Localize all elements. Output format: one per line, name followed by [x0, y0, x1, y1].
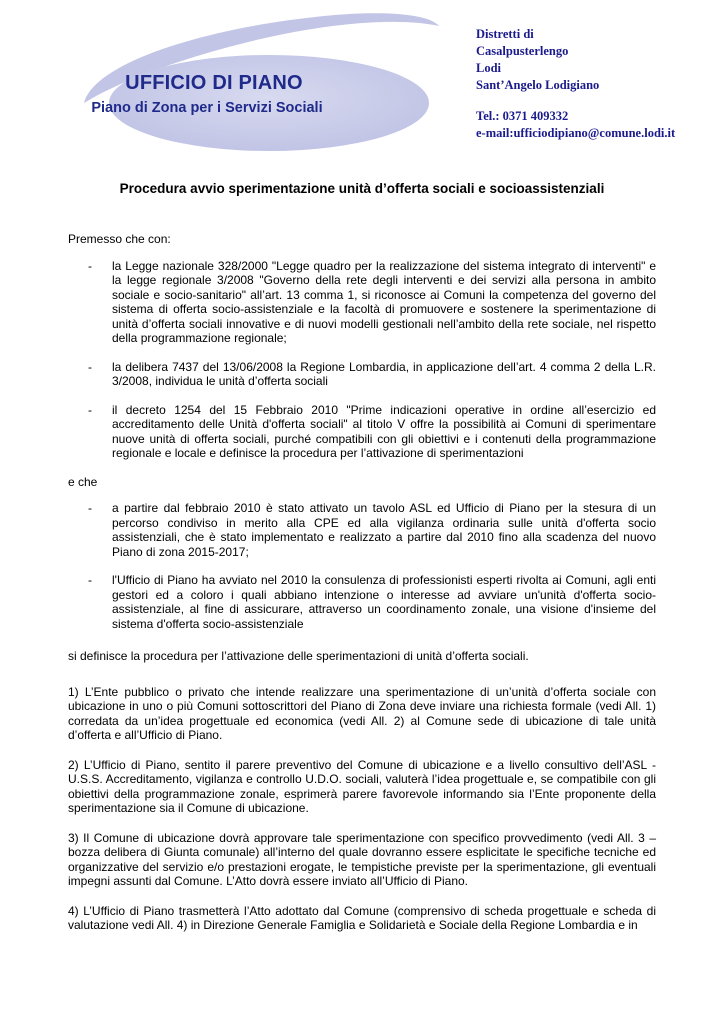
dash-bullet: -: [88, 501, 92, 515]
dash-bullet: -: [88, 258, 92, 273]
premises-list: [68, 259, 656, 461]
list-item: [68, 259, 656, 346]
logo-title: UFFICIO DI PIANO: [125, 72, 303, 94]
premise-text: l'Ufficio di Piano ha avviato nel 2010 la consulenza di professionisti esperti rivolta ai Comuni, agli enti gestori ed a coloro i quali abbiano intenzione o interesse ad avviare un'unità d'offerta socio-assistenziale, al fine di assicurare, attraverso un coordinamento zonale, una visione d'insieme del sistema d'offerta socio-assistenziale: [112, 573, 656, 631]
contact-line: Casalpusterlengo: [476, 44, 569, 58]
contact-phone: Tel.: 0371 409332: [476, 109, 569, 123]
conclusion-text: si definisce la procedura per l’attivazione delle sperimentazioni di unità d’offerta sociali.: [68, 649, 529, 663]
premise-text: la Legge nazionale 328/2000 "Legge quadro per la realizzazione del sistema integrato di interventi" e la legge regionale 3/2008 "Governo della rete degli interventi e dei servizi alla persona in ambito sociale e socio-sanitario" all’art. 13 comma 1, si riconosce ai Comuni la competenza del governo del sistema di offerta socio-assistenziale e la facoltà di promuovere e sostenere la sperimentazione di unità d’offerta sociali innovative e di nuovi modelli gestionali nell’ambito della rete sociale, nel rispetto della programmazione regionale;: [112, 258, 656, 345]
list-item: [68, 403, 656, 461]
premise-text: a partire dal febbraio 2010 è stato attivato un tavolo ASL ed Ufficio di Piano per la stesura di un percorso condiviso in merito alla CPE ed alla vigilanza ordinaria sulle unità d'offerta socio assistenziali, che è stato implementato e realizzato a partire dal 2010 fino alla scadenza del nuovo Piano di zona 2015-2017;: [112, 501, 656, 559]
premises-list-2: [68, 501, 656, 631]
list-item: [68, 573, 656, 631]
premise-text: il decreto 1254 del 15 Febbraio 2010 "Prime indicazioni operative in ordine all’esercizio ed accreditamento delle Unità d'offerta sociali" al titolo V offre la possibilità ai Comuni di sperimentare nuove unità di offerta sociali, purché compatibili con gli obiettivi e i contenuti della programmazione regionale e locale e definisce la procedura per l’attivazione di sperimentazioni: [112, 402, 656, 460]
procedure-step: 2) L’Ufficio di Piano, sentito il parere preventivo del Comune di ubicazione e a livello consultivo dell’ASL - U.S.S. Accreditamento, vigilanza e controllo U.D.O. sociali, valuterà l’idea progettuale e, se compatibile con gli obiettivi della programmazione zonale, esprimerà parere favorevole informando sia l’Ente proponente della sperimentazione sia il Comune di ubicazione.: [68, 757, 656, 815]
document-body: [68, 232, 656, 948]
contact-email[interactable]: e-mail:ufficiodipiano@comune.lodi.it: [476, 126, 676, 140]
list-item: [68, 360, 656, 389]
contact-line: Sant’Angelo Lodigiano: [476, 78, 600, 92]
procedure-step: 3) Il Comune di ubicazione dovrà approvare tale sperimentazione con specifico provvedimento (vedi All. 3 – bozza delibera di Giunta comunale) all’interno del quale dovranno essere esplicitate le specifiche tecniche ed organizzative del servizio e/o prestazioni erogate, le tempistiche previste per la sperimentazione, gli eventuali impegni assunti dal Comune. L’Atto dovrà essere inviato all’Ufficio di Piano.: [68, 830, 656, 888]
list-item: [68, 501, 656, 559]
dash-bullet: -: [88, 359, 92, 374]
contact-line: Lodi: [476, 61, 502, 75]
logo-subtitle: Piano di Zona per i Servizi Sociali: [91, 100, 323, 116]
contact-block: [476, 26, 675, 142]
and-that-text: e che: [68, 474, 98, 489]
intro-text: Premesso che con:: [68, 232, 171, 246]
dash-bullet: -: [88, 573, 92, 587]
procedure-step: 1) L’Ente pubblico o privato che intende realizzare una sperimentazione di un’unità d’offerta sociale con ubicazione in uno o più Comuni sottoscrittori del Piano di Zona deve inviare una richiesta formale (vedi All. 1) corredata da un’idea progettuale ed economica (vedi All. 2) al Comune sede di ubicazione di tale unità d’offerta e all’Ufficio di Piano.: [68, 684, 656, 742]
contact-line: Distretti di: [476, 27, 534, 41]
premise-text: la delibera 7437 del 13/06/2008 la Regione Lombardia, in applicazione dell’art. 4 comma 2 della L.R. 3/2008, individua le unità d’offerta sociali: [112, 359, 656, 388]
dash-bullet: -: [88, 402, 92, 417]
procedure-step: 4) L’Ufficio di Piano trasmetterà l’Atto adottato dal Comune (comprensivo di scheda progettuale e scheda di valutazione vedi All. 4) in Direzione Generale Famiglia e Solidarietà e Sociale della Regione Lombardia e in: [68, 903, 656, 932]
document-title: Procedura avvio sperimentazione unità d’offerta sociali e socioassistenziali: [119, 181, 605, 196]
